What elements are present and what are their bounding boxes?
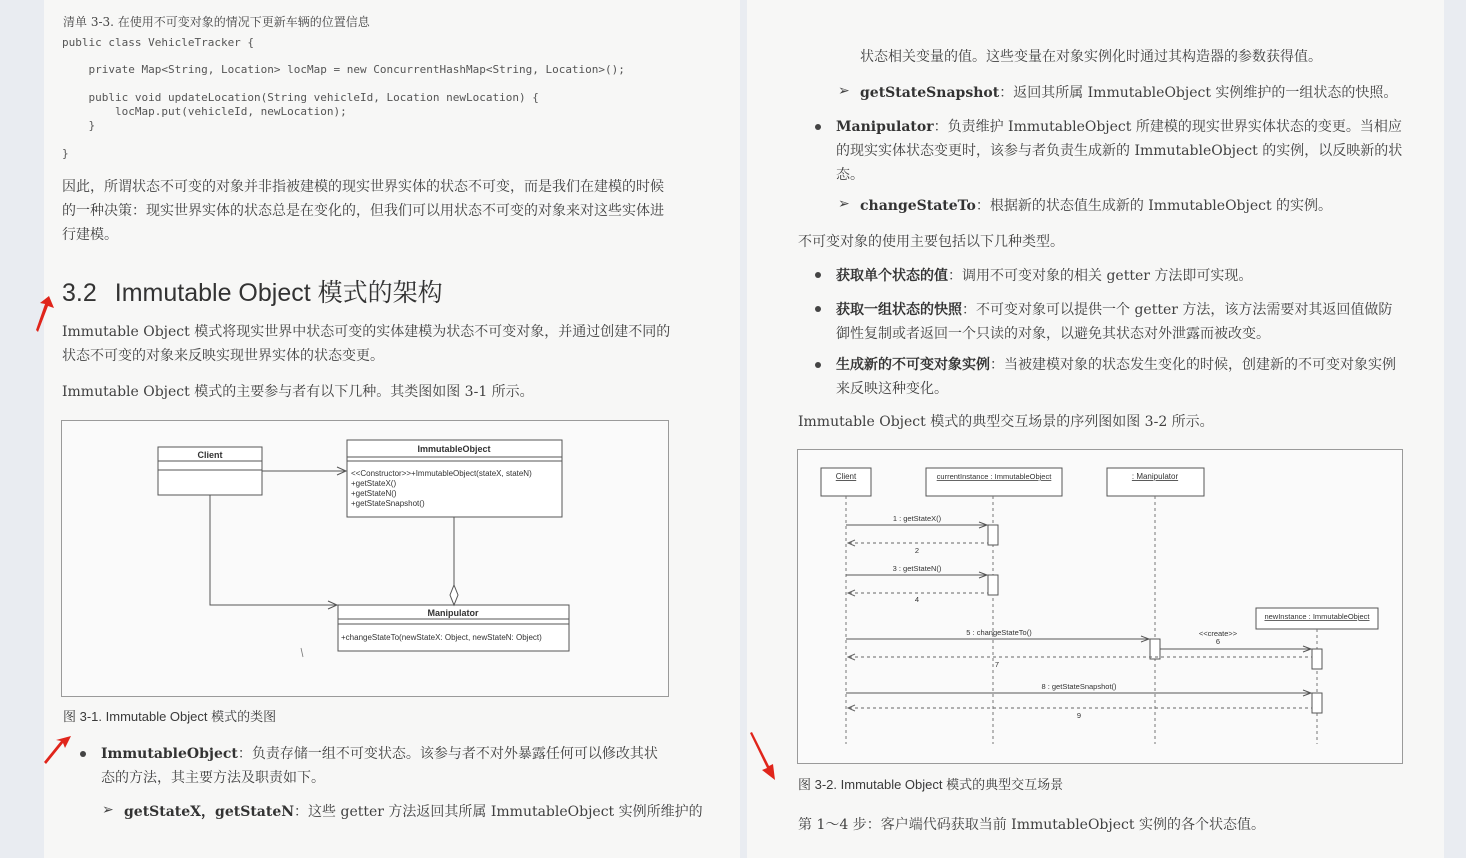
paragraph-3: Immutable Object 模式的主要参与者有以下几种。其类图如图 3-1 所示。: [62, 384, 534, 400]
create-stereotype: <<create>>: [1198, 629, 1238, 638]
message-5: 5 : changeStateTo(): [966, 628, 1032, 637]
new-instance-label: newInstance : ImmutableObject: [1264, 612, 1370, 621]
sub-term: getStateX，getStateN: [124, 804, 295, 820]
immutable-title: ImmutableObject: [417, 444, 491, 454]
immutable-method-4: +getStateSnapshot(): [351, 499, 425, 508]
sequence-diagram: [797, 449, 1404, 766]
manipulator-title: Manipulator: [427, 608, 479, 618]
manipulator-method: +changeStateTo(newStateX: Object, newStateN: Object): [341, 633, 542, 642]
message-3: 3 : getStateN(): [892, 564, 942, 573]
class-diagram: [61, 420, 670, 698]
bullet-dot: [815, 306, 821, 312]
usage-intro: 不可变对象的使用主要包括以下几种类型。: [798, 234, 1064, 250]
sub-text: ：这些 getter 方法返回其所属 ImmutableObject 实例所维护的: [294, 804, 703, 820]
code-line-2: private Map<String, Location> locMap = new ConcurrentHashMap<String, Location>();: [62, 63, 625, 76]
figure-1-caption: 图 3-1. Immutable Object 模式的类图: [63, 709, 277, 724]
manipulator-class-box: [338, 605, 569, 651]
sub-arrow-icon: ➢: [838, 83, 850, 99]
message-8: 8 : getStateSnapshot(): [1041, 682, 1117, 691]
right-page: [747, 0, 1444, 858]
immutable-class-box: [347, 440, 562, 517]
message-4: 4: [914, 595, 920, 604]
client-class-box: [158, 447, 262, 495]
sub-arrow-icon: ➢: [102, 802, 114, 818]
code-line-6: }: [62, 147, 69, 160]
paragraph-2: Immutable Object 模式将现实世界中状态可变的实体建模为状态不可变对象，并通过创建不同的状态不可变的对象来反映实现世界实体的状态变更。: [62, 324, 671, 364]
section-number: 3.2: [62, 279, 97, 307]
usage-new-instance: [836, 353, 1406, 401]
message-9: 9: [1076, 711, 1082, 720]
listing-caption: 清单 3-3. 在使用不可变对象的情况下更新车辆的位置信息: [63, 15, 370, 29]
code-line-1: public class VehicleTracker {: [62, 36, 255, 49]
bullet-term: Manipulator: [836, 119, 934, 135]
red-arrow-icon: [43, 734, 73, 766]
sub-arrow-icon: ➢: [838, 196, 850, 212]
immutable-method-3: +getStateN(): [351, 489, 397, 498]
usage-snapshot: [836, 298, 1406, 346]
sequence-intro: Immutable Object 模式的典型交互场景的序列图如图 3-2 所示。: [798, 414, 1214, 430]
message-7: 7: [994, 660, 1000, 669]
immutable-method-2: +getStateX(): [351, 479, 397, 488]
bullet-term: ImmutableObject: [101, 746, 238, 762]
paragraph-1: 因此，所谓状态不可变的对象并非指被建模的现实世界实体的状态不可变，而是我们在建模的时候的一种决策：现实世界实体的状态总是在变化的，但我们可以用状态不可变的对象来对这些实体进行建模。: [62, 179, 664, 243]
section-title: Immutable Object 模式的架构: [114, 279, 443, 307]
usage-term: 生成新的不可变对象实例: [836, 357, 990, 373]
immutable-method-1: <<Constructor>>+ImmutableObject(stateX, stateN): [351, 469, 532, 478]
left-page: [44, 0, 740, 858]
red-arrow-icon: [748, 730, 778, 782]
sub-getstate: [124, 800, 724, 824]
bullet-manipulator: [836, 115, 1406, 187]
usage-single-state: [836, 264, 1416, 288]
sub-changestateto: [860, 194, 1420, 218]
usage-term: 获取单个状态的值: [836, 268, 948, 284]
continued-text: 状态相关变量的值。这些变量在对象实例化时通过其构造器的参数获得值。: [860, 49, 1322, 65]
message-1: 1 : getStateX(): [892, 514, 942, 523]
code-line-3: public void updateLocation(String vehicleId, Location newLocation) {: [62, 91, 539, 104]
section-heading: [62, 273, 443, 309]
usage-term: 获取一组状态的快照: [836, 302, 962, 318]
sub-term: changeStateTo: [860, 198, 976, 214]
manipulator-lifeline-label: : Manipulator: [1131, 472, 1179, 481]
bullet-dot: [815, 362, 821, 368]
usage-text: ：调用不可变对象的相关 getter 方法即可实现。: [948, 268, 1253, 284]
bullet-text: ：负责存储一组不可变状态。该参与者不对外暴露任何可以修改其状态的方法，其主要方法及职责如下。: [101, 746, 658, 786]
sub-getstatesnapshot: [860, 81, 1420, 105]
steps-text: 第 1～4 步：客户端代码获取当前 ImmutableObject 实例的各个状态值。: [798, 817, 1265, 833]
message-6: 6: [1215, 637, 1221, 646]
bullet-immutable-object: [101, 742, 671, 790]
code-line-5: }: [62, 119, 96, 132]
usage-text: ：不可变对象可以提供一个 getter 方法，该方法需要对其返回值做防御性复制或者返回一个只读的对象，以避免其状态对外泄露而被改变。: [836, 302, 1393, 342]
sub-text: ：返回其所属 ImmutableObject 实例维护的一组状态的快照。: [999, 85, 1398, 101]
bullet-dot: [815, 124, 821, 130]
red-arrow-icon: [34, 296, 56, 336]
current-instance-label: currentInstance : ImmutableObject: [936, 472, 1052, 481]
code-line-4: locMap.put(vehicleId, newLocation);: [62, 105, 347, 118]
bullet-text: ：负责维护 ImmutableObject 所建模的现实世界实体状态的变更。当相应的现实实体状态变更时，该参与者负责生成新的 ImmutableObject 的实例，以反映新的状态。: [836, 119, 1403, 183]
sub-term: getStateSnapshot: [860, 85, 1000, 101]
client-label: Client: [197, 450, 223, 460]
bullet-dot: [80, 751, 86, 757]
message-2: 2: [914, 546, 920, 555]
bullet-dot: [815, 272, 821, 278]
sub-text: ：根据新的状态值生成新的 ImmutableObject 的实例。: [975, 198, 1333, 214]
figure-2-caption: 图 3-2. Immutable Object 模式的典型交互场景: [798, 777, 1064, 792]
client-lifeline-label: Client: [835, 472, 857, 481]
usage-text: ：当被建模对象的状态发生变化的时候，创建新的不可变对象实例来反映这种变化。: [836, 357, 1396, 397]
